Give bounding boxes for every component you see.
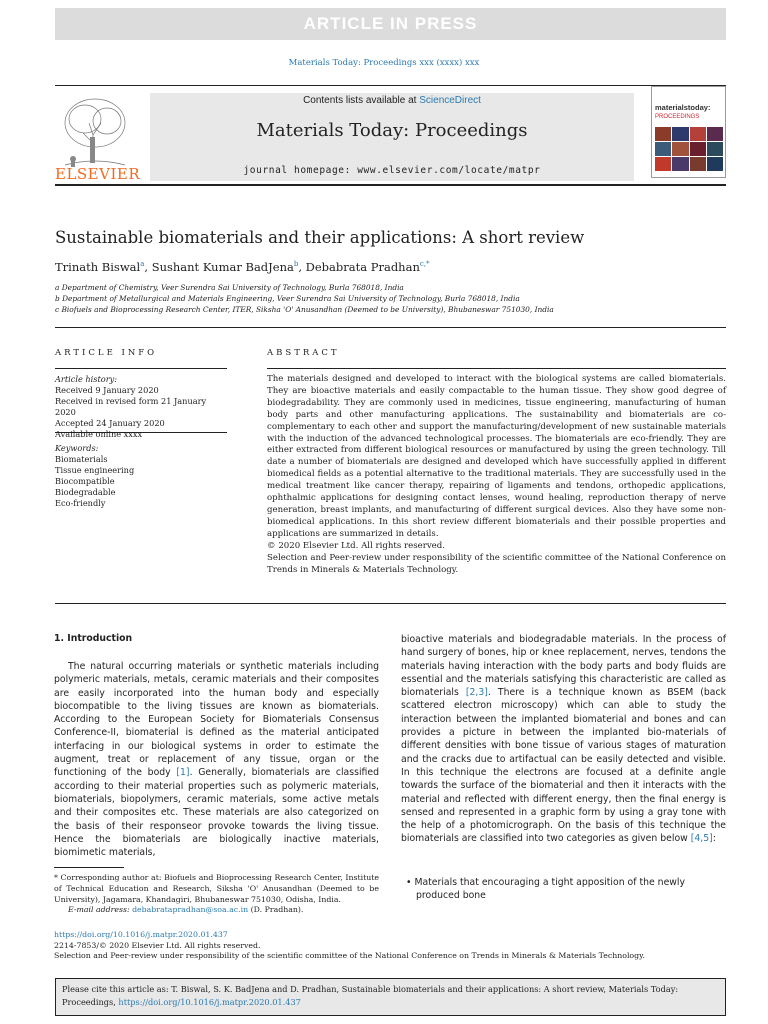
- bullet-item: • Materials that encouraging a tight apposition of the newly produced bone: [406, 877, 685, 901]
- right-column: [401, 633, 726, 846]
- affiliation: b Department of Metallurgical and Materials Engineering, Veer Surendra Sai University of Technology, Burla 768018, India: [55, 294, 520, 303]
- intro-text: The natural occurring materials or synthetic materials including polymeric materials, metals, ceramic materials and their composites are easily incorporated into the human body and especially biocompatible to the living tissues are known as biomaterials. According to the European Society for Biomaterials Consensus Conference-II, biomaterial is defined as the material anticipated interfacing in our biological systems in order to estimate the augment, treat or replacement of any tissue, organ or the functioning of the body: [54, 661, 379, 779]
- intro-text: . Generally, biomaterials are classified according to their material properties such as polymeric materials, biomaterials, biopolymers, ceramic materials, some active metals and their composites etc. These materials are also categorized on the basis of their responseor provoke towards the living tissue. Hence the biomaterials are biologically inactive materials, biomimetic materials,: [54, 767, 380, 859]
- abstract-rule: [267, 368, 726, 369]
- email-line: [54, 905, 379, 916]
- author-affil-mark[interactable]: a: [140, 260, 145, 269]
- journal-masthead: [150, 93, 634, 181]
- elsevier-wordmark[interactable]: ELSEVIER: [55, 165, 141, 183]
- section-rule: [55, 327, 726, 328]
- footnote-rule: [54, 867, 124, 868]
- keyword[interactable]: Biocompatible: [55, 476, 115, 486]
- author-name[interactable]: Sushant Kumar BadJena: [151, 260, 294, 274]
- header-rule-top: [55, 85, 726, 86]
- article-info-heading: ARTICLE INFO: [55, 348, 158, 358]
- abstract-copyright: © 2020 Elsevier Ltd. All rights reserved.: [267, 540, 445, 551]
- keywords-block: [55, 443, 227, 509]
- doi-link[interactable]: https://doi.org/10.1016/j.matpr.2020.01.437: [54, 930, 228, 939]
- intro-paragraph-continued: [401, 633, 726, 846]
- citation-link[interactable]: [2,3]: [465, 687, 488, 699]
- header-rule-bottom: [55, 184, 726, 186]
- author-name[interactable]: Debabrata Pradhan: [305, 260, 420, 274]
- keywords-rule: [55, 432, 227, 433]
- keyword[interactable]: Eco-friendly: [55, 498, 106, 508]
- keyword[interactable]: Tissue engineering: [55, 465, 135, 475]
- citation-link[interactable]: [4,5]: [690, 833, 713, 845]
- keywords-label: Keywords:: [55, 443, 99, 453]
- history-item: Accepted 24 January 2020: [55, 418, 165, 428]
- affiliation: a Department of Chemistry, Veer Surendra Sai University of Technology, Burla 768018, India: [55, 283, 404, 292]
- article-info-rule: [55, 368, 227, 369]
- footnote-text: * Corresponding author at: Biofuels and Bioprocessing Research Center, Institute of Technical Education and Research, Siksha 'O' Anusandhan (Deemed to be University), Jagamara, Khandagiri, Bhubaneswar 751030, Odisha, India.: [54, 873, 379, 904]
- article-meta: [54, 930, 726, 962]
- article-history: [55, 374, 227, 440]
- affiliation: c Biofuels and Bioprocessing Research Center, ITER, Siksha 'O' Anusandhan (Deemed to be University), Bhubaneswar 751030, India: [55, 305, 554, 314]
- journal-cover-image[interactable]: [651, 86, 726, 178]
- abstract-heading: ABSTRACT: [267, 348, 340, 358]
- history-item: Received 9 January 2020: [55, 385, 159, 395]
- keyword[interactable]: Biomaterials: [55, 454, 108, 464]
- author-list: Trinath Biswal$^a$, Sushant Kumar BadJena$^b$, Debabrata Pradhan$^{c,*}$: [55, 260, 430, 274]
- left-column: [54, 660, 380, 859]
- article-history-label: Article history:: [55, 374, 117, 384]
- cover-line-2: PROCEEDINGS: [655, 114, 700, 120]
- history-item: Available online xxxx: [55, 429, 143, 439]
- corresponding-author-footnote: [54, 873, 379, 916]
- citation-link[interactable]: [1]: [176, 767, 190, 779]
- journal-title: Materials Today: Proceedings: [256, 120, 528, 141]
- abstract-peer-review: Selection and Peer-review under responsibility of the scientific committee of the National Conference on Trends in Minerals & Materials Technology.: [267, 552, 726, 575]
- email-label: E-mail address:: [68, 905, 133, 915]
- journal-homepage[interactable]: journal homepage: www.elsevier.com/locate/matpr: [243, 165, 541, 176]
- cover-line-1: materialstoday:: [655, 103, 711, 112]
- cite-doi-link[interactable]: https://doi.org/10.1016/j.matpr.2020.01.437: [118, 997, 301, 1007]
- cover-mosaic: [655, 127, 723, 171]
- cover-title: [655, 104, 710, 121]
- author-affil-mark[interactable]: b: [293, 260, 299, 269]
- history-item: Received in revised form 21 January 2020: [55, 396, 207, 417]
- email-suffix: (D. Pradhan).: [248, 905, 304, 915]
- author-name[interactable]: Trinath Biswal: [55, 260, 141, 274]
- journal-citation-line[interactable]: Materials Today: Proceedings xxx (xxxx) xxx: [288, 58, 480, 68]
- intro-text: bioactive materials and biodegradable materials. In the process of hand surgery of bones, hip or knee replacement, nerves, tendons the materials having interaction with the body parts and body fluids are essential and the materials satisfying this characteristic are called as biomaterials: [401, 634, 726, 699]
- cite-this-article-box: [55, 978, 726, 1016]
- meta-peer-review: Selection and Peer-review under responsibility of the scientific committee of the National Conference on Trends in Minerals & Materials Technology.: [54, 951, 645, 960]
- abstract-body: [267, 374, 726, 576]
- abstract-text: The materials designed and developed to interact with the biological systems are called biomaterials. They are bioactive materials and easily compactable to the human tissue. They show good degree of biodegradability. They are commonly used in medicines, tissue engineering, manufacturing of human body parts and other manufacturing applications. The sustainability and biomaterials are co-complementary to each other and support the manufacturing/development of new sustainable materials with the induction of the advanced technological processes. The biomaterials are eco-friendly. They are either extracted from different biological resources or manufactured by using the green technology. Till date a number of biomaterials are designed and developed which have successfully applied in different biomedical fields as a potential alternative to the traditional materials. They are successfully used in the medical treatment like cancer therapy, repairing of ligaments and tendons, orthopedic applications, ophthalmic applications for designing contact lenses, wound healing, reproduction therapy of nerve generation, breast implants, and manufacturing of different surgical devices. Also they have some non-biomedical applications. In this short review different biomaterials and their possible properties and applications are summarized in details.: [267, 374, 726, 539]
- intro-text: :: [712, 833, 716, 845]
- cite-text: Please cite this article as: T. Biswal, S. K. BadJena and D. Pradhan, Sustainable biomaterials and their applications: A short review, Materials Today: Proceedings,: [62, 984, 679, 1007]
- introduction-heading: 1. Introduction: [54, 633, 133, 644]
- intro-text: . There is a technique known as BSEM (back scattered electron microscopy) which can able to study the interaction between the implanted biomaterial and bones and can provides a picture in between the implanted bio-materials of different densities with bone tissue of various stages of maturation and the cracks due to artifactual can be easily detected and visible. In this technique the electrons are focused at a definite angle towards the surface of the biomaterial and then it interacts with the material and reflected with different energy, then the final energy is sensed and represented in a graphic form by using a gray tone with the help of a photomicrograph. On the basis of this technique the biomaterials are classified into two categories as given below: [401, 687, 726, 845]
- paper-title: Sustainable biomaterials and their applications: A short review: [55, 228, 585, 247]
- intro-paragraph: [54, 660, 379, 859]
- issn-line: 2214-7853/© 2020 Elsevier Ltd. All rights reserved.: [54, 940, 261, 950]
- article-in-press-banner: ARTICLE IN PRESS: [55, 8, 726, 40]
- abstract-bottom-rule: [55, 603, 726, 604]
- contents-line: [150, 95, 634, 106]
- sciencedirect-link[interactable]: ScienceDirect: [419, 95, 481, 106]
- email-link[interactable]: debabratapradhan@soa.ac.in: [132, 905, 249, 915]
- contents-prefix: Contents lists available at: [303, 95, 420, 106]
- keyword[interactable]: Biodegradable: [55, 487, 116, 497]
- author-affil-mark[interactable]: c,*: [419, 260, 430, 269]
